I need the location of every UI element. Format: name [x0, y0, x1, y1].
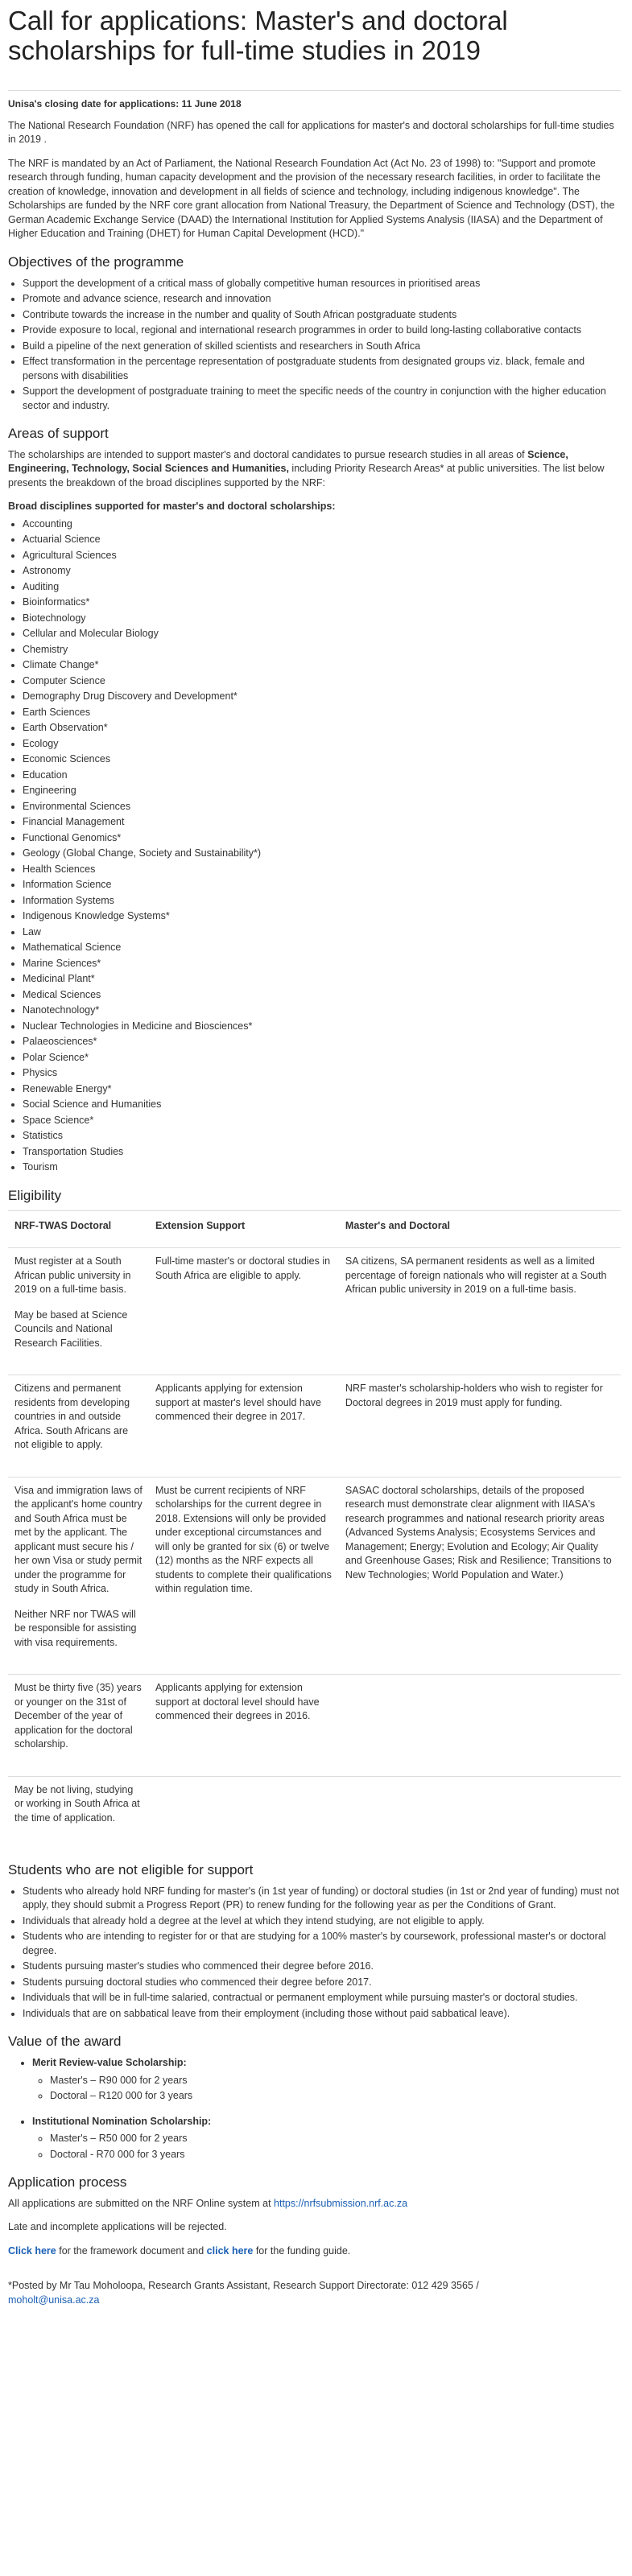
column-header: NRF-TWAS Doctoral	[8, 1210, 149, 1248]
table-cell	[8, 1477, 149, 1675]
award-value: ◦ Master's – R50 000 for 2 years	[50, 2132, 621, 2146]
table-cell	[8, 1375, 149, 1478]
areas-heading: Areas of support	[8, 426, 109, 441]
discipline-item: • Financial Management	[23, 815, 621, 830]
award-heading: Value of the award	[8, 2034, 122, 2050]
discipline-item: • Functional Genomics*	[23, 831, 621, 846]
not-eligible-item: • Students pursuing master's studies who commenced their degree before 2016.	[23, 1960, 621, 1974]
discipline-item: • Information Systems	[23, 894, 621, 909]
discipline-item: • Chemistry	[23, 643, 621, 657]
discipline-item: • Astronomy	[23, 564, 621, 579]
award-values	[32, 2074, 621, 2104]
award-value: ◦ Doctoral - R70 000 for 3 years	[50, 2148, 621, 2162]
areas-intro-bold: Science, Engineering, Technology, Social Sciences and Humanities,	[8, 448, 568, 475]
process-links	[8, 2244, 621, 2259]
framework-document-link[interactable]: Click here	[8, 2244, 56, 2257]
discipline-item: • Computer Science	[23, 674, 621, 689]
objectives-list	[8, 277, 621, 414]
discipline-item: • Earth Sciences	[23, 706, 621, 720]
table-cell	[149, 1776, 339, 1849]
discipline-item: • Ecology	[23, 737, 621, 752]
cell-paragraph: Full-time master's or doctoral studies in South Africa are eligible to apply.	[155, 1255, 331, 1281]
discipline-item: • Demography Drug Discovery and Development*	[23, 690, 621, 704]
cell-paragraph: Applicants applying for extension support at master's level should have commenced their degree in 2017.	[155, 1383, 321, 1423]
discipline-item: • Social Science and Humanities	[23, 1098, 621, 1112]
discipline-item: • Space Science*	[23, 1114, 621, 1128]
discipline-item: • Geology (Global Change, Society and Sustainability*)	[23, 847, 621, 861]
process-online-text: All applications are submitted on the NRF Online system at	[8, 2197, 275, 2209]
cell-paragraph: Must register at a South African public university in 2019 on a full-time basis.	[14, 1255, 131, 1296]
closing-date: Unisa's closing date for applications: 11 June 2018	[8, 97, 242, 109]
discipline-item: • Health Sciences	[23, 863, 621, 877]
table-cell	[339, 1675, 621, 1777]
discipline-item: • Agricultural Sciences	[23, 549, 621, 563]
objective-item: • Support the development of postgraduate training to meet the specific needs of the country in conjunction with the higher education sector and industry.	[23, 385, 621, 413]
table-cell	[149, 1477, 339, 1675]
table-header-row	[8, 1210, 621, 1248]
column-header: Master's and Doctoral	[339, 1210, 621, 1248]
award-values	[32, 2132, 621, 2162]
discipline-item: • Medicinal Plant*	[23, 972, 621, 987]
posted-by	[8, 2279, 621, 2307]
award-group-name: Merit Review-value Scholarship:	[32, 2057, 187, 2069]
table-cell	[8, 1776, 149, 1849]
discipline-item: • Mathematical Science	[23, 941, 621, 955]
not-eligible-item: • Students who are intending to register for or that are studying for a 100% master's by coursework, professional master's or doctoral degree.	[23, 1930, 621, 1958]
divider	[8, 90, 621, 91]
table-row	[8, 1248, 621, 1375]
cell-paragraph: SASAC doctoral scholarships, details of the proposed research must demonstrate clear alignment with IIASA's research programmes and national research priority areas (Advanced Systems Analysis; Ecosystems Services and Management; Energy; Evolution and Ecology; Air Quality and Greenhouse Gases; Risk and Resilience; Transitions to New Technologies; World Population and Water.)	[345, 1484, 612, 1581]
discipline-item: • Auditing	[23, 580, 621, 595]
discipline-item: • Actuarial Science	[23, 533, 621, 547]
discipline-item: • Marine Sciences*	[23, 957, 621, 971]
intro-paragraph: The NRF is mandated by an Act of Parliament, the National Research Foundation Act (Act No. 23 of 1998) to: "Support and promote research through funding, human capacity development and the provision of the necessary research facilities, in order to facilitate the creation of knowledge, innovation and development in all fields of science and technology, including indigenous knowledge". The Scholarships are funded by the NRF core grant allocation from National Treasury, the Department of Science and Technology (DST), the German Academic Exchange Service (DAAD) the International Institution for Applied Systems Analysis (IIASA) and the Department of Higher Education and Training (DHET) for Human Capital Development (HCD)."	[8, 157, 615, 240]
discipline-item: • Climate Change*	[23, 658, 621, 673]
objective-item: • Contribute towards the increase in the number and quality of South African postgraduate students	[23, 308, 621, 323]
discipline-item: • Nanotechnology*	[23, 1004, 621, 1018]
discipline-item: • Information Science	[23, 878, 621, 892]
discipline-item: • Education	[23, 769, 621, 783]
not-eligible-item: • Individuals that already hold a degree at the level at which they intend studying, are not eligible to apply.	[23, 1914, 621, 1929]
discipline-item: • Tourism	[23, 1160, 621, 1175]
discipline-item: • Renewable Energy*	[23, 1082, 621, 1097]
cell-paragraph: Applicants applying for extension support at doctoral level should have commenced their degrees in 2016.	[155, 1682, 320, 1722]
disciplines-list	[8, 517, 621, 1175]
intro-paragraph: The National Research Foundation (NRF) has opened the call for applications for master's and doctoral scholarships for full-time studies in 2019 .	[8, 119, 614, 146]
process-online	[8, 2197, 621, 2211]
discipline-item: • Engineering	[23, 784, 621, 798]
not-eligible-heading: Students who are not eligible for support	[8, 1862, 254, 1878]
eligibility-heading: Eligibility	[8, 1187, 62, 1203]
process-links-text: for the funding guide.	[253, 2244, 351, 2257]
table-cell	[339, 1776, 621, 1849]
discipline-item: • Bioinformatics*	[23, 596, 621, 610]
discipline-item: • Law	[23, 925, 621, 940]
discipline-item: • Biotechnology	[23, 612, 621, 626]
award-list	[8, 2056, 621, 2162]
discipline-item: • Palaeosciences*	[23, 1035, 621, 1049]
page-title: Call for applications: Master's and doctoral scholarships for full-time studies in 2019	[8, 6, 508, 65]
table-cell	[339, 1248, 621, 1375]
award-group-name: Institutional Nomination Scholarship:	[32, 2115, 212, 2127]
cell-paragraph: Must be thirty five (35) years or younger on the 31st of December of the year of application for the doctoral scholarship.	[14, 1682, 142, 1750]
disciplines-heading: Broad disciplines supported for master's and doctoral scholarships:	[8, 501, 336, 513]
cell-paragraph: NRF master's scholarship-holders who wish to register for Doctoral degrees in 2019 must apply for funding.	[345, 1383, 603, 1408]
table-cell	[339, 1375, 621, 1478]
table-cell	[8, 1675, 149, 1777]
cell-paragraph: Visa and immigration laws of the applicant's home country and South Africa must be met by the applicant. The applicant must secure his / her own Visa or study permit under the programme for study in South Africa.	[14, 1484, 143, 1595]
column-header: Extension Support	[149, 1210, 339, 1248]
discipline-item: • Transportation Studies	[23, 1145, 621, 1160]
discipline-item: • Statistics	[23, 1129, 621, 1144]
discipline-item: • Medical Sciences	[23, 988, 621, 1003]
nrf-submission-link[interactable]: https://nrfsubmission.nrf.ac.za	[274, 2197, 408, 2209]
discipline-item: • Indigenous Knowledge Systems*	[23, 909, 621, 924]
cell-paragraph: May be not living, studying or working in South Africa at the time of application.	[14, 1783, 140, 1824]
discipline-item: • Nuclear Technologies in Medicine and Biosciences*	[23, 1020, 621, 1034]
discipline-item: • Economic Sciences	[23, 752, 621, 767]
discipline-item: • Environmental Sciences	[23, 800, 621, 814]
process-heading: Application process	[8, 2174, 127, 2191]
eligibility-table	[8, 1210, 621, 1850]
award-group	[32, 2115, 621, 2162]
objectives-heading: Objectives of the programme	[8, 253, 184, 270]
cell-paragraph: Neither NRF nor TWAS will be responsible for assisting with visa requirements.	[14, 1608, 137, 1648]
areas-intro-text: including Priority Research Areas* at public universities. The list below presents the breakdown of the broad disciplines supported by the NRF:	[8, 463, 605, 488]
discipline-item: • Cellular and Molecular Biology	[23, 627, 621, 641]
table-cell	[339, 1477, 621, 1675]
award-group	[32, 2056, 621, 2104]
funding-guide-link[interactable]: click here	[206, 2244, 254, 2257]
email-link[interactable]: moholt@unisa.ac.za	[8, 2294, 100, 2306]
cell-paragraph: Must be current recipients of NRF scholarships for the current degree in 2018. Extensions will only be provided under exceptional circumstances and will only be granted for six (6) or twelve (12) months as the NRF expects all students to complete their qualifications within regulation time.	[155, 1484, 332, 1595]
table-row	[8, 1776, 621, 1849]
areas-intro-text: The scholarships are intended to support master's and doctoral candidates to pursue research studies in all areas of	[8, 448, 528, 460]
table-cell	[8, 1248, 149, 1375]
award-value: ◦ Master's – R90 000 for 2 years	[50, 2074, 621, 2088]
objective-item: • Promote and advance science, research and innovation	[23, 292, 621, 307]
process-late: Late and incomplete applications will be rejected.	[8, 2221, 227, 2233]
award-value: ◦ Doctoral – R120 000 for 3 years	[50, 2089, 621, 2104]
table-cell	[149, 1375, 339, 1478]
process-links-text: for the framework document and	[56, 2244, 207, 2257]
objective-item: • Provide exposure to local, regional and international research programmes in order to build long-lasting collaborative contacts	[23, 324, 621, 338]
cell-paragraph: SA citizens, SA permanent residents as well as a limited percentage of foreign nationals who will register at a South African public university in 2019 on a full-time basis.	[345, 1255, 607, 1296]
not-eligible-item: • Students pursuing doctoral studies who commenced their degree before 2017.	[23, 1976, 621, 1990]
table-cell	[149, 1675, 339, 1777]
table-row	[8, 1675, 621, 1777]
not-eligible-item: • Students who already hold NRF funding for master's (in 1st year of funding) or doctoral studies (in 1st or 2nd year of funding) must not apply, they should submit a Progress Report (PR) to renew funding for the following year as per the Conditions of Grant.	[23, 1885, 621, 1913]
not-eligible-item: • Individuals that will be in full-time salaried, contractual or permanent employment while pursuing master's or doctoral studies.	[23, 1991, 621, 2005]
areas-intro	[8, 448, 621, 491]
posted-by-text: *Posted by Mr Tau Moholoopa, Research Grants Assistant, Research Support Directorate: 012 429 3565 /	[8, 2280, 479, 2292]
discipline-item: • Accounting	[23, 517, 621, 532]
objective-item: • Support the development of a critical mass of globally competitive human resources in prioritised areas	[23, 277, 621, 291]
table-cell	[149, 1248, 339, 1375]
table-row	[8, 1375, 621, 1478]
not-eligible-list	[8, 1885, 621, 2022]
cell-paragraph: May be based at Science Councils and National Research Facilities.	[14, 1309, 128, 1349]
cell-paragraph: Citizens and permanent residents from developing countries in and outside Africa. South Africans are not eligible to apply.	[14, 1383, 130, 1451]
discipline-item: • Physics	[23, 1066, 621, 1081]
table-row	[8, 1477, 621, 1675]
discipline-item: • Polar Science*	[23, 1051, 621, 1065]
objective-item: • Effect transformation in the percentage representation of postgraduate students from designated groups viz. black, female and persons with disabilities	[23, 355, 621, 383]
discipline-item: • Earth Observation*	[23, 721, 621, 736]
not-eligible-item: • Individuals that are on sabbatical leave from their employment (including those without paid sabbatical leave).	[23, 2007, 621, 2022]
objective-item: • Build a pipeline of the next generation of skilled scientists and researchers in South Africa	[23, 340, 621, 354]
